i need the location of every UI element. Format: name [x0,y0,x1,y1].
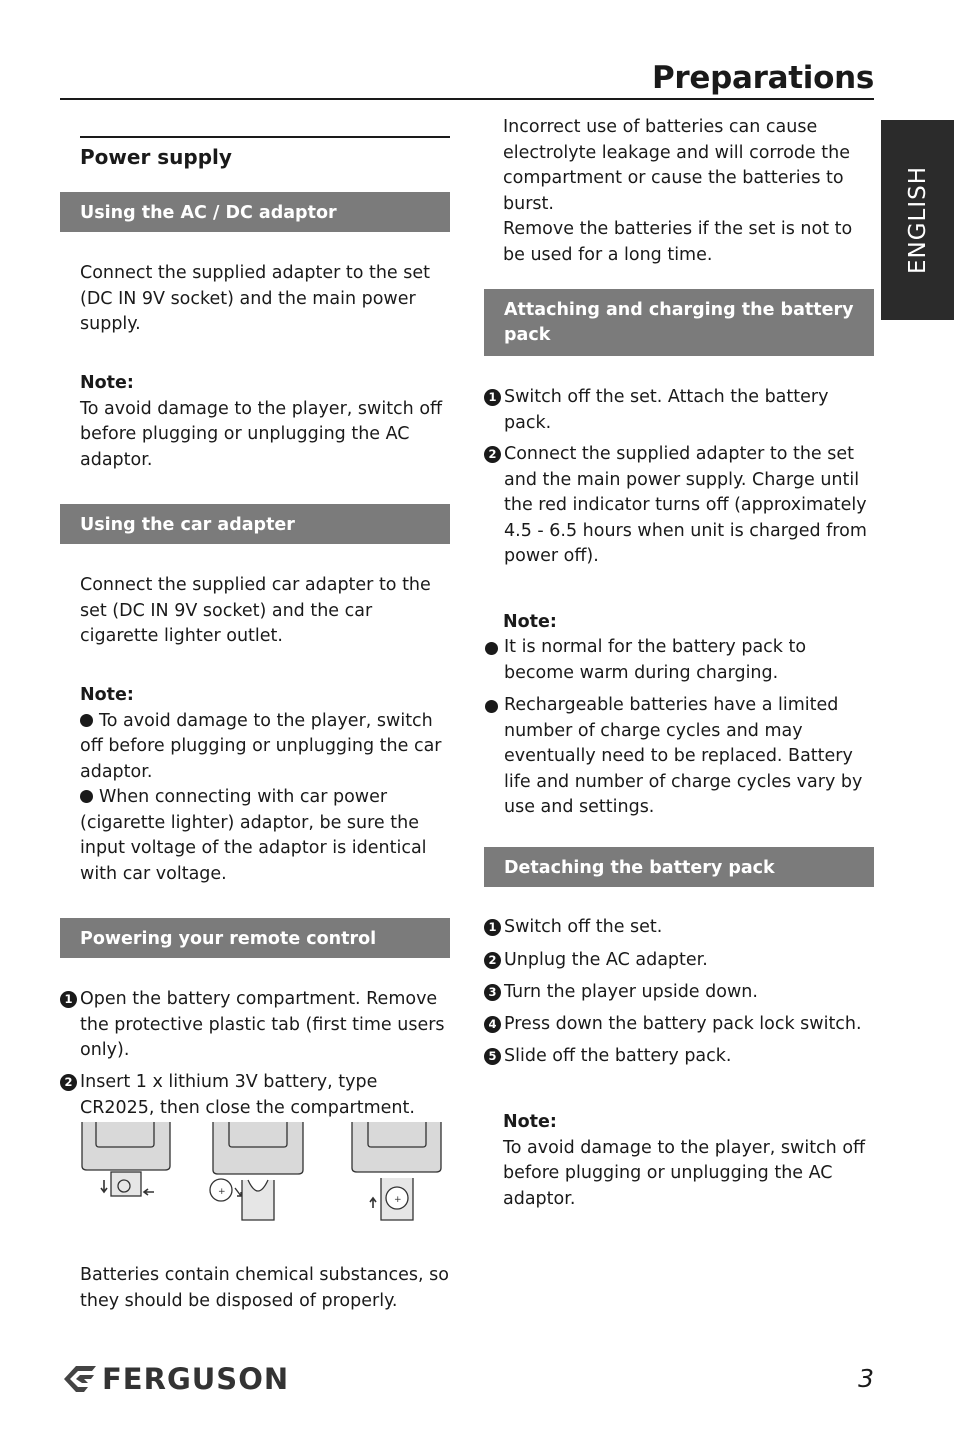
step-text: Unplug the AC adapter. [504,950,708,970]
step-number: 2 [484,952,501,969]
ac-adaptor-heading: Using the AC / DC adaptor [60,192,450,232]
note-label: Note: [80,685,134,705]
step-number: 4 [484,1016,501,1033]
detach-step-5 [484,1044,876,1070]
note-bullet: When connecting with car power (cigarette lighter) adaptor, be sure the input voltage of the adaptor is identical with car voltage. [80,787,427,884]
attach-step-2 [484,442,876,570]
brand-logo-text: FERGUSON [102,1362,290,1396]
note-bullet: To avoid damage to the player, switch off before plugging or unplugging the car adaptor. [80,710,442,782]
bullet-dot [485,642,498,655]
bullet-dot [80,714,93,727]
remote-step-2 [60,1070,452,1121]
battery-plus-sign: + [218,1187,226,1197]
ac-adaptor-note [80,371,450,473]
step-number: 1 [484,919,501,936]
bullet-dot [80,790,93,803]
step-text: Turn the player upside down. [504,982,758,1002]
step-text: Switch off the set. [504,917,663,937]
note-text: To avoid damage to the player, switch off before plugging or unplugging the AC adaptor. [80,398,443,470]
remote-battery-illustration [78,1122,448,1228]
attach-note-bullet: It is normal for the battery pack to become warm during charging. [484,635,876,686]
section-divider [80,136,450,138]
detach-step-1 [484,915,876,941]
language-tab-label: ENGLISH [904,165,931,275]
step-number: 2 [484,446,501,463]
battery-disposal-text: Batteries contain chemical substances, so they should be disposed of properly. [80,1265,449,1311]
step-number: 1 [60,991,77,1008]
step-number: 3 [484,984,501,1001]
attach-step-1 [484,385,876,436]
page-number: 3 [858,1364,874,1393]
title-divider [60,98,874,100]
note-label: Note: [503,1112,557,1132]
car-adapter-heading: Using the car adapter [60,504,450,544]
step-text: Open the battery compartment. Remove the protective plastic tab (first time users only). [80,989,445,1060]
section-title: Power supply [80,145,232,169]
ac-adaptor-body: Connect the supplied adapter to the set (DC IN 9V socket) and the main power supply. [80,263,430,334]
step-text: Slide off the battery pack. [504,1046,732,1066]
battery-plus-sign: + [394,1195,402,1205]
car-adapter-note [80,683,452,887]
page-title: Preparations [651,60,874,96]
note-text: To avoid damage to the player, switch off before plugging or unplugging the AC adaptor. [503,1137,866,1209]
attach-note-label: Note: [503,612,557,632]
step-number: 1 [484,389,501,406]
attach-note-bullet: Rechargeable batteries have a limited number of charge cycles and may eventually need to be replaced. Battery life and number of charge cycles vary by use and settings. [484,693,876,821]
car-adapter-body: Connect the supplied car adapter to the set (DC IN 9V socket) and the car cigarette lighter outlet. [80,575,431,646]
brand-logo-icon [62,1364,98,1394]
step-text: Switch off the set. Attach the battery pack. [504,387,829,433]
step-number: 2 [60,1074,77,1091]
step-text: Connect the supplied adapter to the set and the main power supply. Charge until the red indicator turns off (approximately 4.5 - 6.5 hours when unit is charged from power off). [504,444,867,566]
bullet-dot [485,700,498,713]
battery-warning: Incorrect use of batteries can cause electrolyte leakage and will corrode the compartment or cause the batteries to burst. Remove the batteries if the set is not to be used for a long time. [503,117,853,265]
detach-heading: Detaching the battery pack [484,847,874,887]
detach-step-3 [484,980,876,1006]
step-text: Press down the battery pack lock switch. [504,1014,862,1034]
detach-step-4 [484,1012,876,1038]
language-tab [881,120,954,320]
note-label: Note: [80,373,134,393]
step-text: Insert 1 x lithium 3V battery, type CR2025, then close the compartment. [80,1072,415,1118]
detach-note [503,1110,875,1212]
remote-heading: Powering your remote control [60,918,450,958]
attach-heading: Attaching and charging the battery pack [484,289,874,356]
detach-step-2 [484,948,876,974]
step-number: 5 [484,1048,501,1065]
remote-step-1 [60,987,452,1064]
